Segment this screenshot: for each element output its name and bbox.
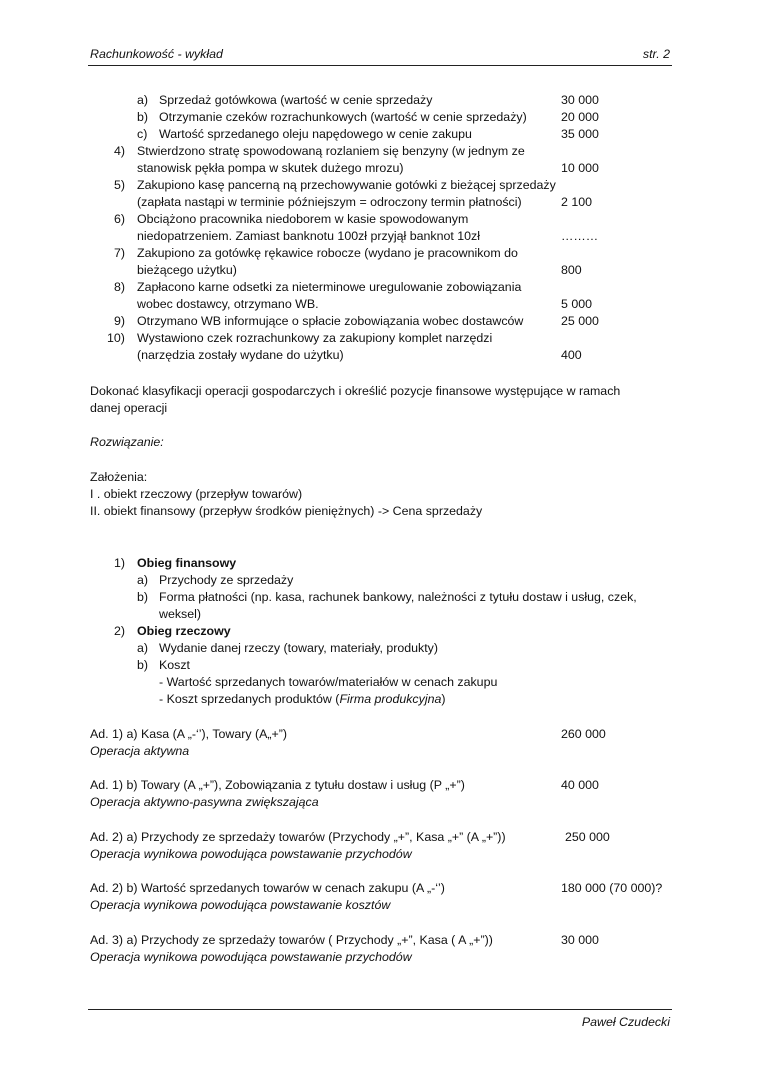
flow-2b-sub2-prefix: - Koszt sprzedanych produktów ( [159,692,340,706]
ad-4-text: Ad. 2) b) Wartość sprzedanych towarów w cenach zakupu (A „-‘’) [90,881,445,895]
ad-1-text: Ad. 1) a) Kasa (A „-‘’), Towary (A„+”) [90,727,288,741]
item-6-value: ……… [561,229,599,243]
ad-4-type: Operacja wynikowa powodująca powstawanie kosztów [90,898,391,912]
item-b-value: 20 000 [561,110,599,124]
item-c-value: 35 000 [561,127,599,141]
header-divider [88,65,672,66]
ad-1-value: 260 000 [561,727,606,741]
item-7-value: 800 [561,263,582,277]
solution-label: Rozwiązanie: [90,435,164,449]
page-number: str. 2 [642,47,670,61]
item-7-line1: Zakupiono za gotówkę rękawice robocze (wydano je pracownikom do [137,246,518,260]
flow-1a-text: Przychody ze sprzedaży [159,573,294,587]
flow-2-number: 2) [114,624,126,638]
flow-2a-text: Wydanie danej rzeczy (towary, materiały, produkty) [159,641,439,655]
flow-2b-sub2-suffix: ) [441,692,446,706]
header-title: Rachunkowość - wykład [90,47,223,61]
flow-2-title: Obieg rzeczowy [137,624,231,638]
item-a-label: a) [137,93,149,107]
item-4-line1: Stwierdzono stratę spowodowaną rozlaniem się benzyny (w jednym ze [137,144,525,158]
item-8-number: 8) [114,280,126,294]
item-10-number: 10) [107,331,125,345]
assumption-1: I . obiekt rzeczowy (przepływ towarów) [90,487,303,501]
item-9-text: Otrzymano WB informujące o spłacie zobowiązania wobec dostawców [137,314,524,328]
ad-4-value: 180 000 (70 000)? [561,881,663,895]
item-c-label: c) [137,127,148,141]
item-4-value: 10 000 [561,161,599,175]
item-6-line2: niedopatrzeniem. Zamiast banknotu 100zł przyjął banknot 10zł [137,229,481,243]
item-5-number: 5) [114,178,126,192]
ad-2-value: 40 000 [561,778,599,792]
item-4-line2: stanowisk pękła pompa w skutek dużego mrozu) [137,161,404,175]
ad-5-type: Operacja wynikowa powodująca powstawanie przychodów [90,950,412,964]
item-5-line1: Zakupiono kasę pancerną ną przechowywanie gotówki z bieżącej sprzedaży [137,178,556,192]
item-a-text: Sprzedaż gotówkowa (wartość w cenie sprzedaży [159,93,433,107]
item-8-value: 5 000 [561,297,593,311]
ad-2-type: Operacja aktywno-pasywna zwiększająca [90,795,319,809]
footer-author: Paweł Czudecki [581,1015,670,1029]
item-7-line2: bieżącego użytku) [137,263,237,277]
item-a-value: 30 000 [561,93,599,107]
item-9-value: 25 000 [561,314,599,328]
flow-2b-text: Koszt [159,658,190,672]
flow-1-title: Obieg finansowy [137,556,237,570]
task-line2: danej operacji [90,401,168,415]
footer-divider [88,1009,672,1010]
task-line1: Dokonać klasyfikacji operacji gospodarczych i określić pozycje finansowe występujące w ramach [90,384,621,398]
ad-5-text: Ad. 3) a) Przychody ze sprzedaży towarów ( Przychody „+”, Kasa ( A „+”)) [90,933,493,947]
flow-2a-label: a) [137,641,149,655]
ad-1-type: Operacja aktywna [90,744,190,758]
assumptions-heading: Założenia: [90,470,148,484]
item-10-line1: Wystawiono czek rozrachunkowy za zakupiony komplet narzędzi [137,331,493,345]
ad-3-value: 250 000 [565,830,610,844]
ad-3-text: Ad. 2) a) Przychody ze sprzedaży towarów (Przychody „+”, Kasa „+” (A „+”)) [90,830,506,844]
item-8-line2: wobec dostawcy, otrzymano WB. [137,297,319,311]
item-9-number: 9) [114,314,126,328]
assumption-2: II. obiekt finansowy (przepływ środków pieniężnych) -> Cena sprzedaży [90,504,483,518]
item-7-number: 7) [114,246,126,260]
flow-1-number: 1) [114,556,126,570]
item-6-line1: Obciążono pracownika niedoborem w kasie spowodowanym [137,212,469,226]
item-6-number: 6) [114,212,126,226]
item-10-value: 400 [561,348,582,362]
item-10-line2: (narzędzia zostały wydane do użytku) [137,348,344,362]
flow-1b-line2: weksel) [159,607,201,621]
item-4-number: 4) [114,144,126,158]
flow-1a-label: a) [137,573,149,587]
item-8-line1: Zapłacono karne odsetki za nieterminowe uregulowanie zobowiązania [137,280,522,294]
flow-1b-line1: Forma płatności (np. kasa, rachunek bankowy, należności z tytułu dostaw i usług, czek, [159,590,637,604]
item-b-text: Otrzymanie czeków rozrachunkowych (wartość w cenie sprzedaży) [159,110,527,124]
flow-2b-sub1: - Wartość sprzedanych towarów/materiałów w cenach zakupu [159,675,498,689]
item-5-line2: (zapłata nastąpi w terminie późniejszym = odroczony termin płatności) [137,195,522,209]
flow-2b-sub2-italic: Firma produkcyjna [339,692,442,706]
item-c-text: Wartość sprzedanego oleju napędowego w cenie zakupu [159,127,472,141]
flow-2b-label: b) [137,658,149,672]
item-b-label: b) [137,110,149,124]
ad-2-text: Ad. 1) b) Towary (A „+”), Zobowiązania z tytułu dostaw i usług (P „+”) [90,778,465,792]
ad-5-value: 30 000 [561,933,599,947]
flow-2b-sub2 [159,691,446,708]
ad-3-type: Operacja wynikowa powodująca powstawanie przychodów [90,847,412,861]
item-5-value: 2 100 [561,195,593,209]
flow-1b-label: b) [137,590,149,604]
